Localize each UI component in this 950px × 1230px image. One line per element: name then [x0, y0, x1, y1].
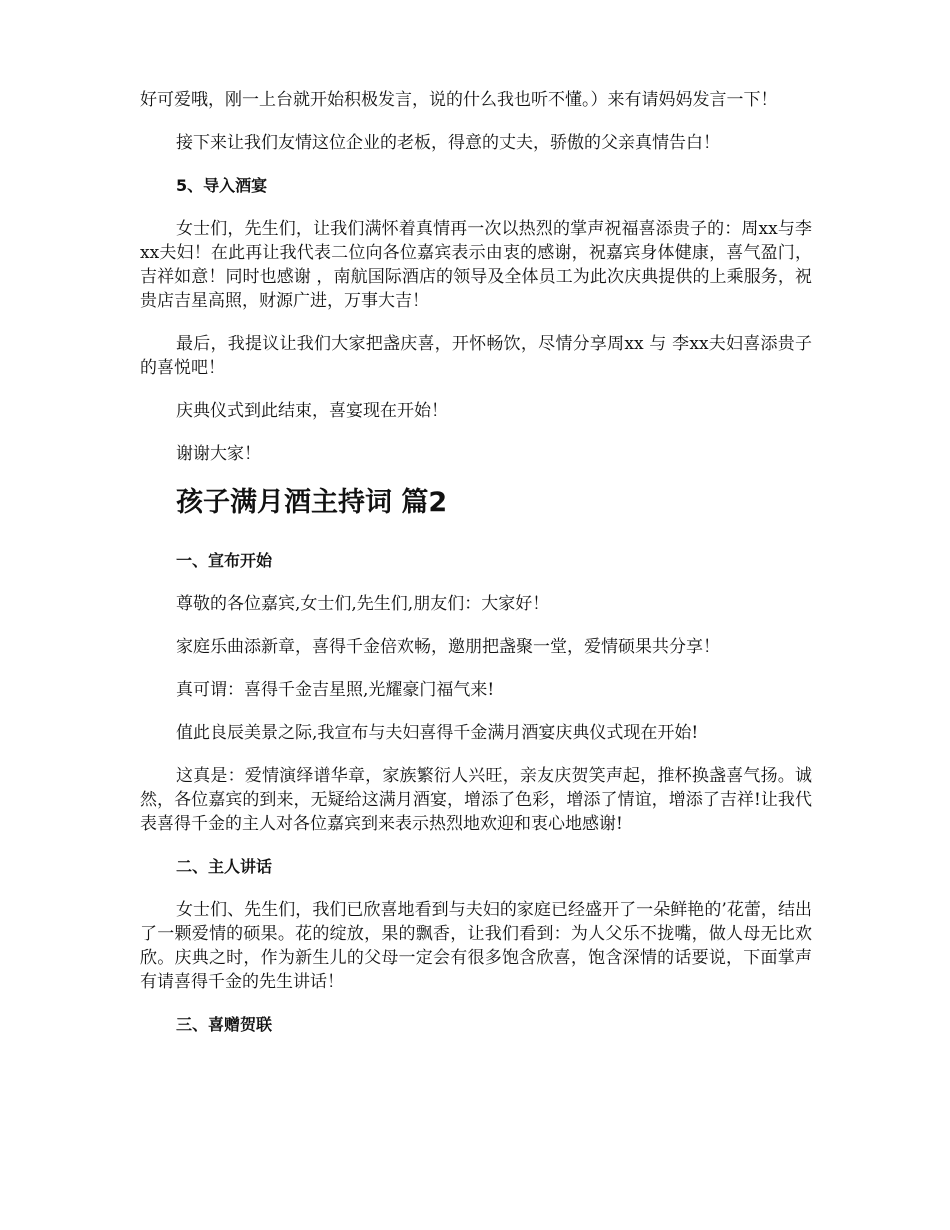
paragraph-poem: 家庭乐曲添新章，喜得千金倍欢畅，邀朋把盏聚一堂，爱情硕果共分享！ [176, 637, 720, 657]
paragraph-thanks: 女士们，先生们，让我们满怀着真情再一次以热烈的掌声祝福喜添贵子的：周xx与李xx夫妇！在此再让我代表二位向各位嘉宾表示由衷的感谢，祝嘉宾身体健康，喜气盈门，吉祥如意！同时也感谢 ，南航国际酒店的领导及全体员工为此次庆典提供的上乘服务，祝贵店吉星高照，财源广进，万事大吉！ [140, 219, 812, 311]
section-heading-start: 一、宣布开始 [176, 551, 273, 570]
section-heading-banquet: 5、导入酒宴 [176, 176, 268, 195]
paragraph-toast: 最后，我提议让我们大家把盏庆喜，开怀畅饮，尽情分享周xx 与 李xx夫妇喜添贵子的喜悦吧！ [140, 334, 812, 378]
paragraph-parents: 女士们、先生们，我们已欣喜地看到与夫妇的家庭已经盛开了一朵鲜艳的’花蕾，结出了一颗爱情的硕果。花的绽放，果的飘香，让我们看到：为人父乐不拢嘴，做人母无比欢欣。庆典之时，作为新生儿的父母一定会有很多饱含欣喜，饱含深情的话要说，下面掌声有请喜得千金的先生讲话！ [140, 900, 812, 992]
paragraph-welcome: 这真是：爱情演绎谱华章，家族繁衍人兴旺，亲友庆贺笑声起，推杯换盏喜气扬。诚然，各位嘉宾的到来，无疑给这满月酒宴，增添了色彩，增添了情谊，增添了吉祥!让我代表喜得千金的主人对各位嘉宾到来表示热烈地欢迎和衷心地感谢! [140, 766, 812, 834]
paragraph-mom-speech: 好可爱哦，刚一上台就开始积极发言，说的什么我也听不懂。）来有请妈妈发言一下！ [140, 90, 778, 110]
paragraph-ceremony-end: 庆典仪式到此结束，喜宴现在开始！ [176, 401, 448, 421]
document-page [140, 88, 812, 1056]
paragraph-greeting: 尊敬的各位嘉宾,女士们,先生们,朋友们：大家好！ [176, 594, 550, 614]
section-heading-host-speech: 二、主人讲话 [176, 857, 273, 876]
paragraph-thank-you: 谢谢大家！ [176, 444, 261, 464]
paragraph-father-speech: 接下来让我们友情这位企业的老板，得意的丈夫，骄傲的父亲真情告白！ [176, 133, 720, 153]
section-heading-couplet: 三、喜赠贺联 [176, 1015, 273, 1034]
paragraph-saying: 真可谓：喜得千金吉星照,光耀豪门福气来! [176, 680, 495, 700]
article-title-part2: 孩子满月酒主持词 篇2 [176, 487, 448, 518]
paragraph-announce: 值此良辰美景之际,我宣布与夫妇喜得千金满月酒宴庆典仪式现在开始! [176, 723, 699, 743]
